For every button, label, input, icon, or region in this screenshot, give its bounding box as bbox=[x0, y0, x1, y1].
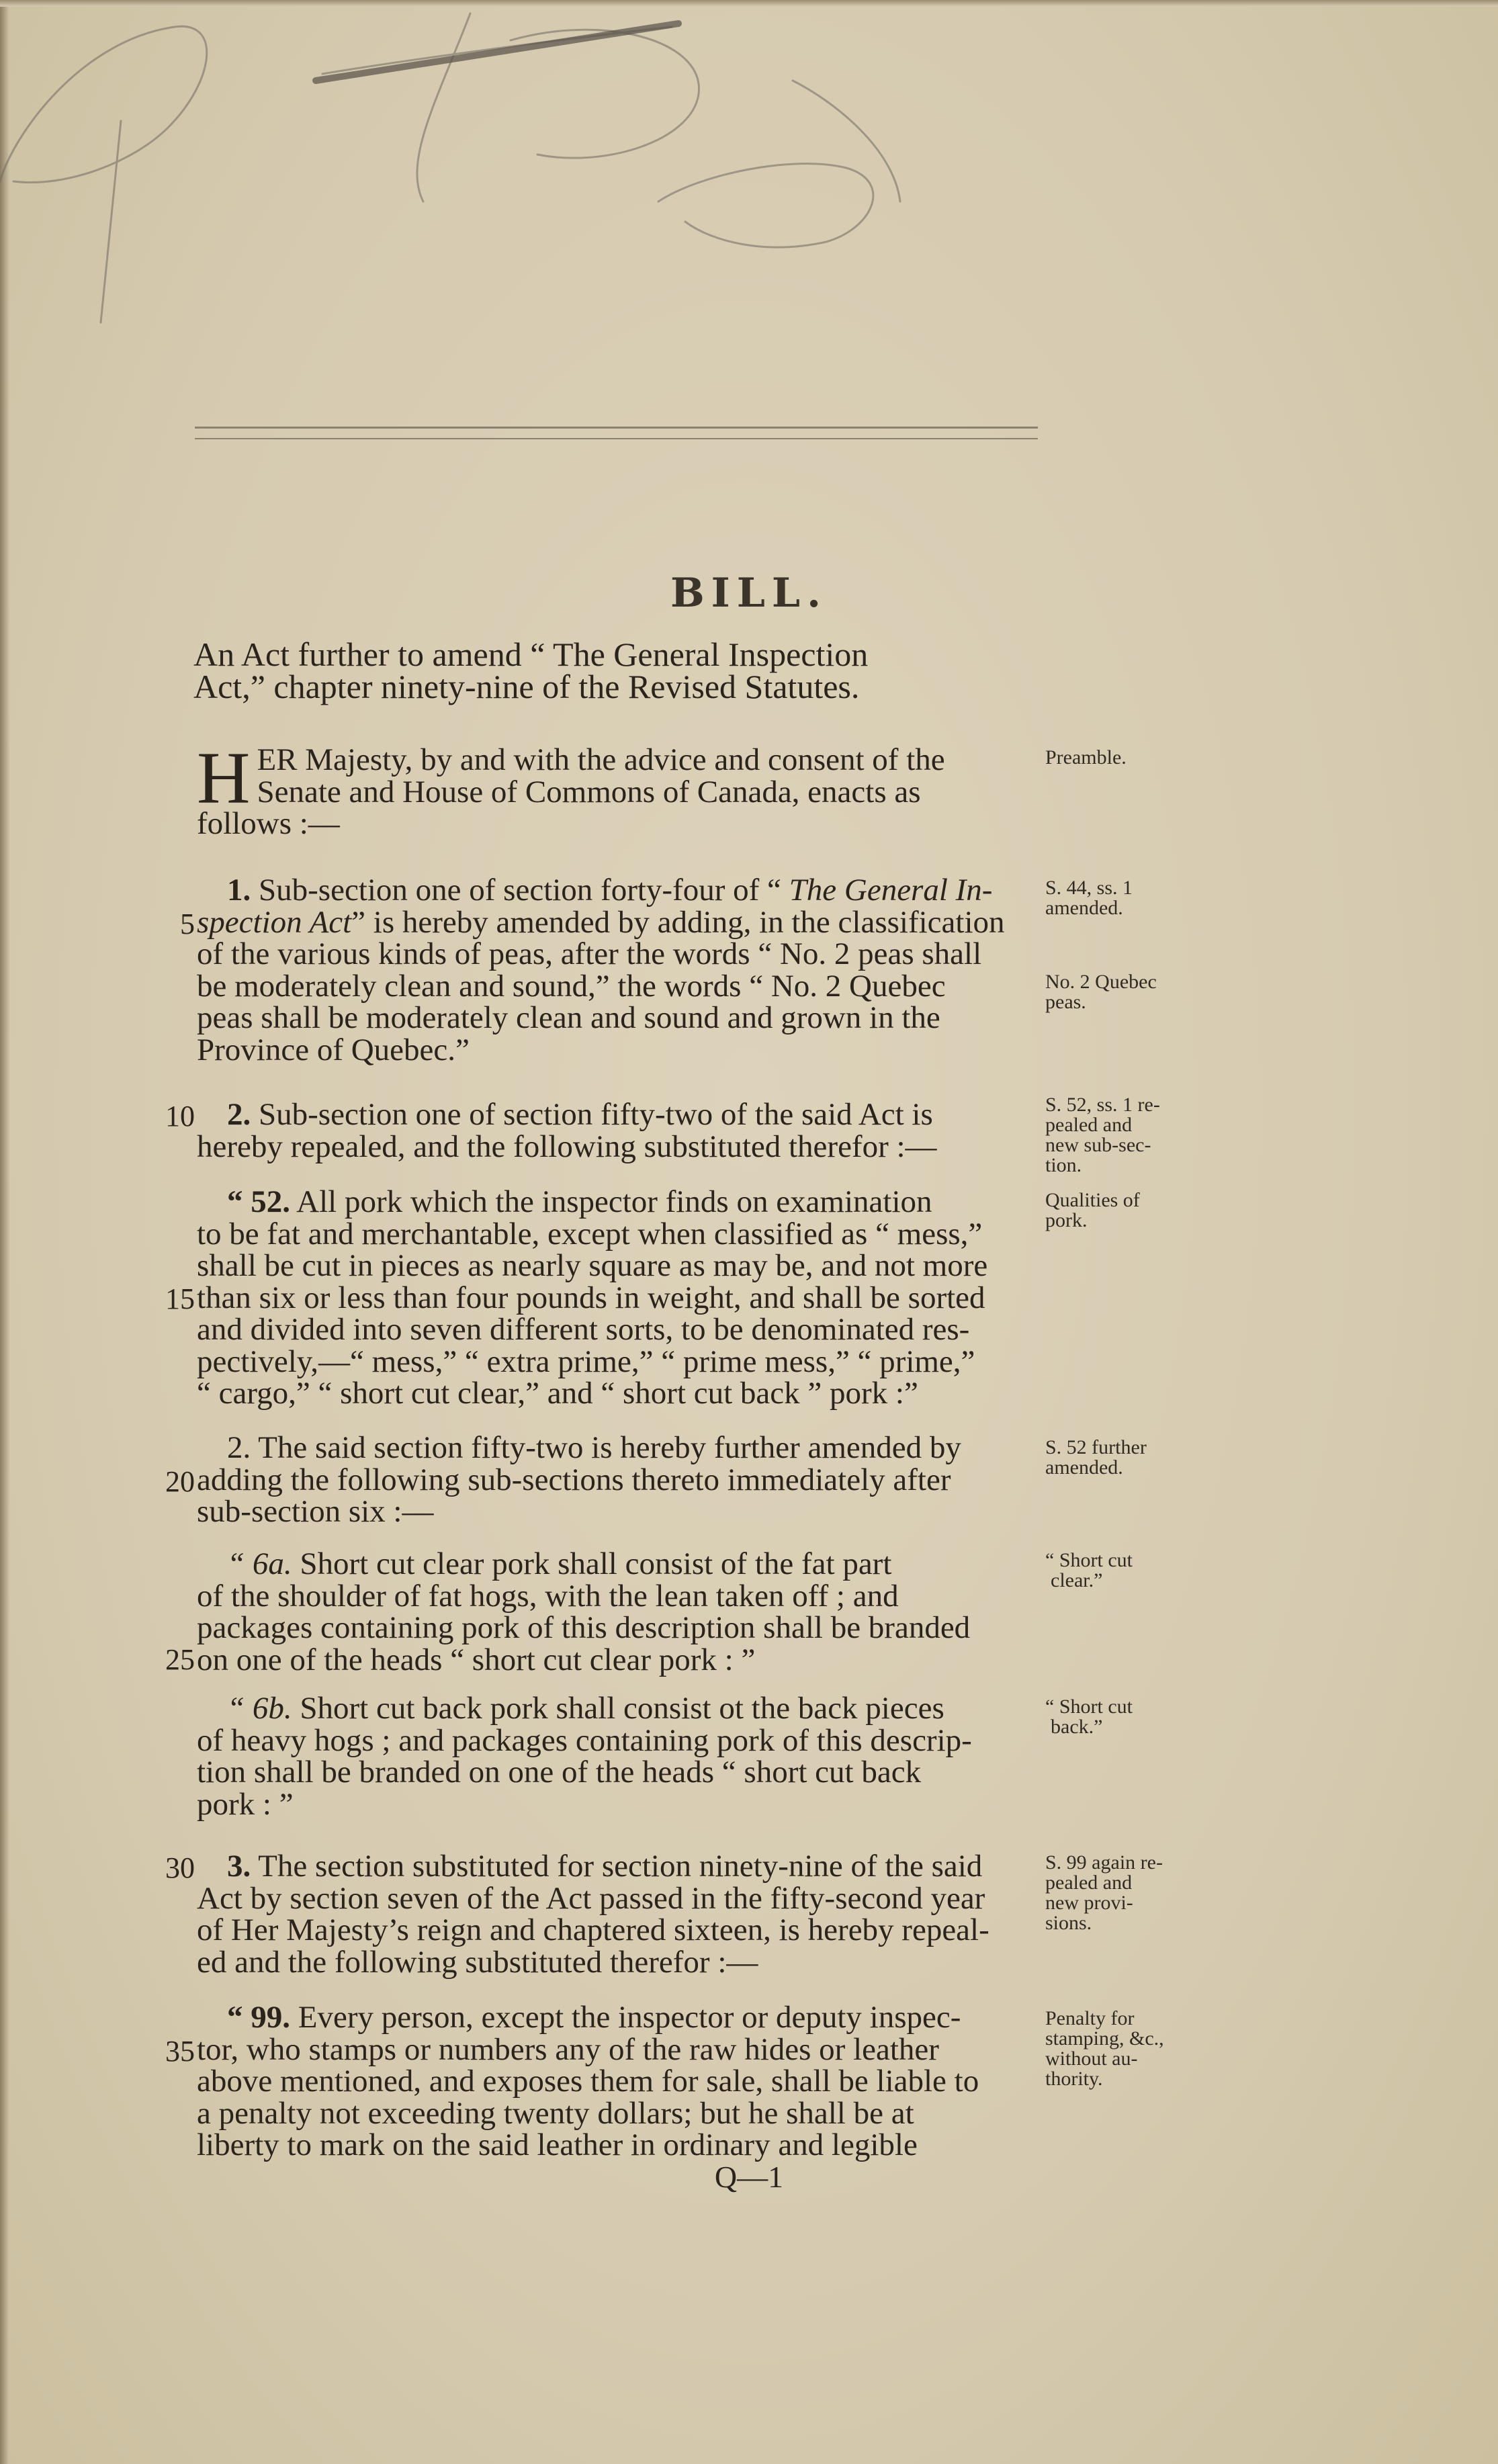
margin-note-short-cut-back bbox=[1045, 1697, 1133, 1737]
act-name: spection Act bbox=[197, 904, 352, 940]
margin-note-line: S. 44, ss. 1 bbox=[1045, 877, 1133, 899]
section-99-line-3: above mentioned, and exposes them for sale, shall be liable to bbox=[197, 2064, 979, 2099]
margin-note-line: Penalty for bbox=[1045, 2007, 1135, 2029]
margin-note-s44 bbox=[1045, 878, 1133, 918]
margin-note-line: Qualities of bbox=[1045, 1189, 1140, 1211]
subsection-6a-line-3: packages containing pork of this description shall be branded bbox=[197, 1610, 971, 1645]
line-number-15: 15 bbox=[165, 1282, 195, 1315]
section-1-line-3: of the various kinds of peas, after the words “ No. 2 peas shall bbox=[197, 936, 982, 971]
section-number: “ 99. bbox=[227, 2000, 290, 2035]
margin-note-line: clear.” bbox=[1051, 1569, 1103, 1591]
pencil-scribble bbox=[0, 0, 1498, 376]
subsection-6a-text: Short cut clear pork shall consist of the fat part bbox=[300, 1546, 892, 1581]
margin-note-line: pealed and bbox=[1045, 1114, 1133, 1136]
section-1-line-6: Province of Quebec.” bbox=[197, 1032, 470, 1067]
margin-note-s52-further bbox=[1045, 1438, 1147, 1478]
subsection-6b bbox=[197, 1693, 1043, 1820]
section-52-line-2: to be fat and merchantable, except when classified as “ mess,” bbox=[197, 1216, 983, 1251]
margin-note-line: pealed and bbox=[1045, 1872, 1133, 1894]
section-2b-line-2: adding the following sub-sections thereto immediately after bbox=[197, 1462, 951, 1497]
margin-note-line: S. 99 again re- bbox=[1045, 1851, 1163, 1874]
subsection-6a-line-2: of the shoulder of fat hogs, with the lean taken off ; and bbox=[197, 1578, 899, 1614]
section-52-line-3: shall be cut in pieces as nearly square as may be, and not more bbox=[197, 1248, 988, 1283]
subsection-6a bbox=[197, 1548, 1043, 1676]
margin-note-quebec-peas bbox=[1045, 972, 1157, 1012]
subsection-number: “ 6b. bbox=[227, 1691, 292, 1726]
subsection-6b-line-3: tion shall be branded on one of the heads “ short cut back bbox=[197, 1755, 922, 1790]
margin-note-line: thority. bbox=[1045, 2068, 1103, 2090]
section-2b-line-1: 2. The said section fifty-two is hereby further amended by bbox=[227, 1430, 961, 1465]
section-52-line-4: than six or less than four pounds in weight, and shall be sorted bbox=[197, 1280, 985, 1315]
section-3-line-3: of Her Majesty’s reign and chaptered sixteen, is hereby repeal- bbox=[197, 1912, 989, 1947]
margin-note-line: peas. bbox=[1045, 991, 1086, 1013]
section-2-line-2: hereby repealed, and the following substituted therefor :— bbox=[197, 1129, 937, 1164]
section-2b-line-3: sub-section six :— bbox=[197, 1494, 434, 1529]
subsection-number: “ 6a. bbox=[227, 1546, 292, 1581]
section-1-text: ” is hereby amended by adding, in the classification bbox=[351, 904, 1005, 940]
long-title-line-2: Act,” chapter ninety-nine of the Revised Statutes. bbox=[193, 667, 860, 705]
section-52 bbox=[197, 1186, 1043, 1410]
line-number-10: 10 bbox=[165, 1100, 195, 1133]
margin-note-line: S. 52 further bbox=[1045, 1436, 1147, 1458]
line-number-30: 30 bbox=[165, 1851, 195, 1884]
section-2-text: Sub-section one of section fifty-two of the said Act is bbox=[259, 1097, 933, 1132]
section-99-line-5: liberty to mark on the said leather in ordinary and legible bbox=[197, 2127, 918, 2162]
long-title bbox=[193, 635, 869, 705]
section-3-text: The section substituted for section ninety-nine of the said bbox=[258, 1849, 983, 1884]
margin-note-line: new provi- bbox=[1045, 1892, 1133, 1914]
margin-note-line: without au- bbox=[1045, 2048, 1138, 2070]
preamble-line-1: ER Majesty, by and with the advice and consent of the bbox=[257, 742, 945, 777]
section-3-line-1 bbox=[197, 1851, 1043, 1883]
section-52-line-7: “ cargo,” “ short cut clear,” and “ short cut back ” pork :” bbox=[197, 1376, 918, 1411]
margin-note-line: stamping, &c., bbox=[1045, 2027, 1164, 2050]
section-1-line-1 bbox=[197, 875, 1043, 907]
section-52-text: All pork which the inspector finds on examination bbox=[296, 1184, 932, 1219]
section-99-line-4: a penalty not exceeding twenty dollars; but he shall be at bbox=[197, 2095, 914, 2131]
section-2b bbox=[197, 1432, 1043, 1528]
section-number: “ 52. bbox=[227, 1184, 290, 1219]
margin-note-line: new sub-sec- bbox=[1045, 1134, 1151, 1156]
margin-note-s99 bbox=[1045, 1853, 1163, 1933]
preamble-line-2: Senate and House of Commons of Canada, enacts as bbox=[257, 774, 921, 809]
subsection-6b-line-2: of heavy hogs ; and packages containing pork of this descrip- bbox=[197, 1722, 972, 1758]
section-2 bbox=[197, 1099, 1043, 1163]
act-name: The General In- bbox=[789, 873, 993, 908]
margin-note-line: tion. bbox=[1045, 1154, 1082, 1176]
preamble-line-3: follows :— bbox=[197, 806, 340, 841]
section-52-line-1 bbox=[197, 1186, 1043, 1219]
line-number-5: 5 bbox=[180, 908, 195, 940]
margin-note-line: No. 2 Quebec bbox=[1045, 971, 1157, 993]
section-1-text: Sub-section one of section forty-four of “ bbox=[259, 873, 789, 908]
section-3-line-2: Act by section seven of the Act passed in the fifty-second year bbox=[197, 1880, 985, 1916]
margin-note-line: back.” bbox=[1051, 1716, 1103, 1738]
margin-note-line: amended. bbox=[1045, 1456, 1123, 1479]
section-52-line-6: pectively,—“ mess,” “ extra prime,” “ prime mess,” “ prime,” bbox=[197, 1344, 975, 1379]
subsection-6a-line-4: on one of the heads “ short cut clear pork : ” bbox=[197, 1642, 756, 1677]
section-1-line-2 bbox=[197, 904, 1043, 940]
section-99-text: Every person, except the inspector or deputy inspec- bbox=[298, 2000, 961, 2035]
bill-title: BILL. bbox=[670, 570, 828, 617]
margin-note-line: “ Short cut bbox=[1045, 1549, 1133, 1571]
margin-note-line: amended. bbox=[1045, 897, 1123, 919]
margin-note-line: sions. bbox=[1045, 1912, 1092, 1934]
section-3 bbox=[197, 1851, 1043, 1978]
margin-note-preamble bbox=[1045, 748, 1127, 768]
section-99 bbox=[197, 2002, 1043, 2162]
section-1-line-5: peas shall be moderately clean and sound and grown in the bbox=[197, 1000, 940, 1035]
line-number-35: 35 bbox=[165, 2035, 195, 2068]
section-number: 2. bbox=[227, 1097, 251, 1132]
margin-note-short-cut-clear bbox=[1045, 1550, 1133, 1591]
preamble bbox=[197, 737, 1043, 841]
margin-note-s52 bbox=[1045, 1095, 1160, 1176]
section-52-line-5: and divided into seven different sorts, to be denominated res- bbox=[197, 1312, 970, 1347]
margin-note-line: S. 52, ss. 1 re- bbox=[1045, 1094, 1160, 1116]
line-number-25: 25 bbox=[165, 1643, 195, 1676]
section-3-line-4: ed and the following substituted therefor :— bbox=[197, 1944, 758, 1980]
margin-note-penalty bbox=[1045, 2009, 1164, 2089]
line-number-20: 20 bbox=[165, 1465, 195, 1498]
dropcap: H bbox=[197, 737, 251, 819]
page-signature: Q—1 bbox=[714, 2160, 784, 2194]
header-rule-bottom bbox=[195, 438, 1038, 439]
section-99-line-2: tor, who stamps or numbers any of the raw hides or leather bbox=[197, 2031, 939, 2067]
section-number: 3. bbox=[227, 1849, 251, 1884]
margin-note-line: Preamble. bbox=[1045, 746, 1127, 768]
section-number: 1. bbox=[227, 873, 251, 908]
margin-note-line: “ Short cut bbox=[1045, 1696, 1133, 1718]
section-1-line-4: be moderately clean and sound,” the words “ No. 2 Quebec bbox=[197, 968, 946, 1004]
header-rule-top bbox=[195, 427, 1038, 429]
margin-note-line: pork. bbox=[1045, 1209, 1088, 1231]
subsection-6b-line-4: pork : ” bbox=[197, 1786, 294, 1822]
subsection-6a-line-1 bbox=[197, 1548, 1043, 1581]
section-2-line-1 bbox=[197, 1099, 1043, 1131]
margin-note-qualities bbox=[1045, 1190, 1140, 1231]
long-title-line-1: An Act further to amend “ The General Inspection bbox=[193, 635, 869, 673]
subsection-6b-line-1 bbox=[197, 1693, 1043, 1725]
section-1 bbox=[197, 875, 1043, 1066]
subsection-6b-text: Short cut back pork shall consist ot the back pieces bbox=[300, 1691, 944, 1726]
section-99-line-1 bbox=[197, 2002, 1043, 2034]
